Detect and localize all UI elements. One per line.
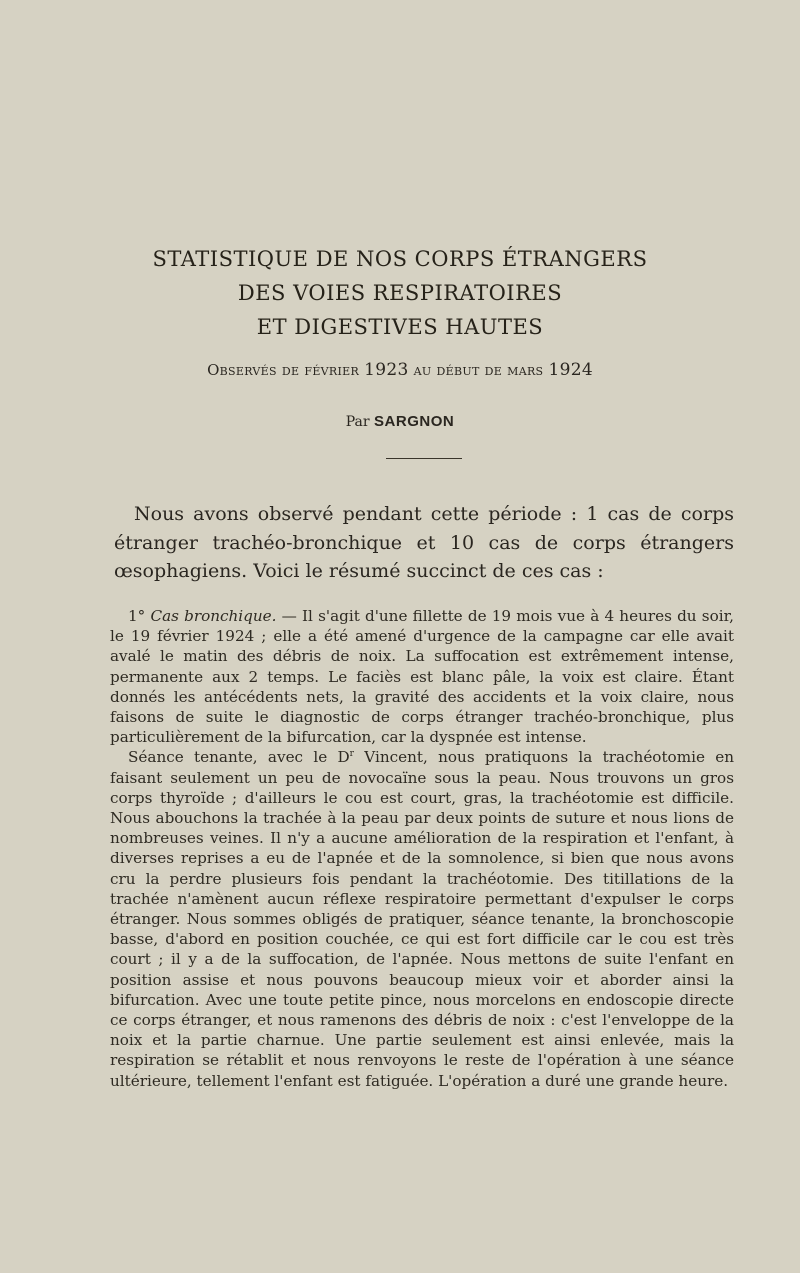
- case-1-sup: r: [349, 749, 354, 760]
- case-1-paragraph-1: [110, 606, 734, 747]
- article-title: [0, 242, 800, 344]
- case-1-paragraph-2: [110, 747, 734, 1090]
- case-1-heading: Cas bronchique.: [150, 607, 277, 625]
- author-line: [0, 413, 800, 430]
- case-1-text-2b: Vincent, nous pratiquons la trachéotomie en faisant seulement un peu de novocaïne sous la peau. Nous trouvons un gros corps thyroïde ; d'ailleurs le cou est court, gras, la trachéotomie est difficile. Nous abouchons la trachée à la peau par deux points de suture et nous lions de nombreuses veines. Il n'y a aucune amélioration de la respiration et l'enfant, à diverses reprises a eu de l'apnée et de la somnolence, si bien que nous avons cru la perdre plusieurs fois pendant la trachéotomie. Des titillations de la trachée n'amènent aucun réflexe respiratoire permettant d'expulser le corps étranger. Nous sommes obligés de pratiquer, séance tenante, la bronchoscopie basse, d'abord en position couchée, ce qui est fort difficile car le cou est très court ; il y a de la suffocation, de l'apnée. Nous mettons de suite l'enfant en position assise et nous pouvons beaucoup mieux voir et aborder ainsi la bifurcation. Avec une toute petite pince, nous morcelons en endoscopie directe ce corps étranger, et nous ramenons des débris de noix : c'est l'enveloppe de la noix et la partie charnue. Une partie seulement est ainsi enlevée, mais la respiration se rétablit et nous renvoyons le reste de l'opération à une séance ultérieure, tellement l'enfant est fatiguée. L'opération a duré une grande heure.: [110, 748, 735, 1090]
- case-1-section: [110, 606, 734, 1091]
- intro-paragraph: Nous avons observé pendant cette période : 1 cas de corps étranger trachéo-bronchique et 10 cas de corps étrangers œsophagiens. Voici le résumé succinct de ces cas :: [114, 503, 734, 582]
- subtitle-year-1: 1923: [364, 360, 409, 380]
- subtitle-initial: O: [207, 361, 220, 379]
- subtitle-text-1: bservés de février: [219, 361, 365, 379]
- title-line-3: ET DIGESTIVES HAUTES: [256, 315, 544, 339]
- title-line-1: STATISTIQUE DE NOS CORPS ÉTRANGERS: [152, 247, 648, 271]
- author-name: SARGNON: [374, 413, 455, 430]
- subtitle-text-2: au début de mars: [408, 361, 549, 379]
- author-prefix: Par: [345, 414, 375, 430]
- case-1-number: 1°: [128, 607, 151, 625]
- case-1-text-2a: Séance tenante, avec le D: [128, 748, 350, 767]
- case-1-text-1: — Il s'agit d'une fillette de 19 mois vue à 4 heures du soir, le 19 février 1924 ; elle a été amené d'urgence de la campagne car elle avait avalé le matin des débris de noix. La suffocation est extrêmement intense, permanente aux 2 temps. Le faciès est blanc pâle, la voix est claire. Étant donnés les antécédents nets, la gravité des accidents et la voix claire, nous faisons de suite le diagnostic de corps étranger trachéo-bronchique, plus particulièrement de la bifurcation, car la dyspnée est intense.: [110, 607, 734, 747]
- title-divider: [386, 458, 462, 459]
- article-subtitle: [0, 360, 800, 380]
- subtitle-year-2: 1924: [548, 360, 593, 380]
- title-line-2: DES VOIES RESPIRATOIRES: [237, 281, 563, 305]
